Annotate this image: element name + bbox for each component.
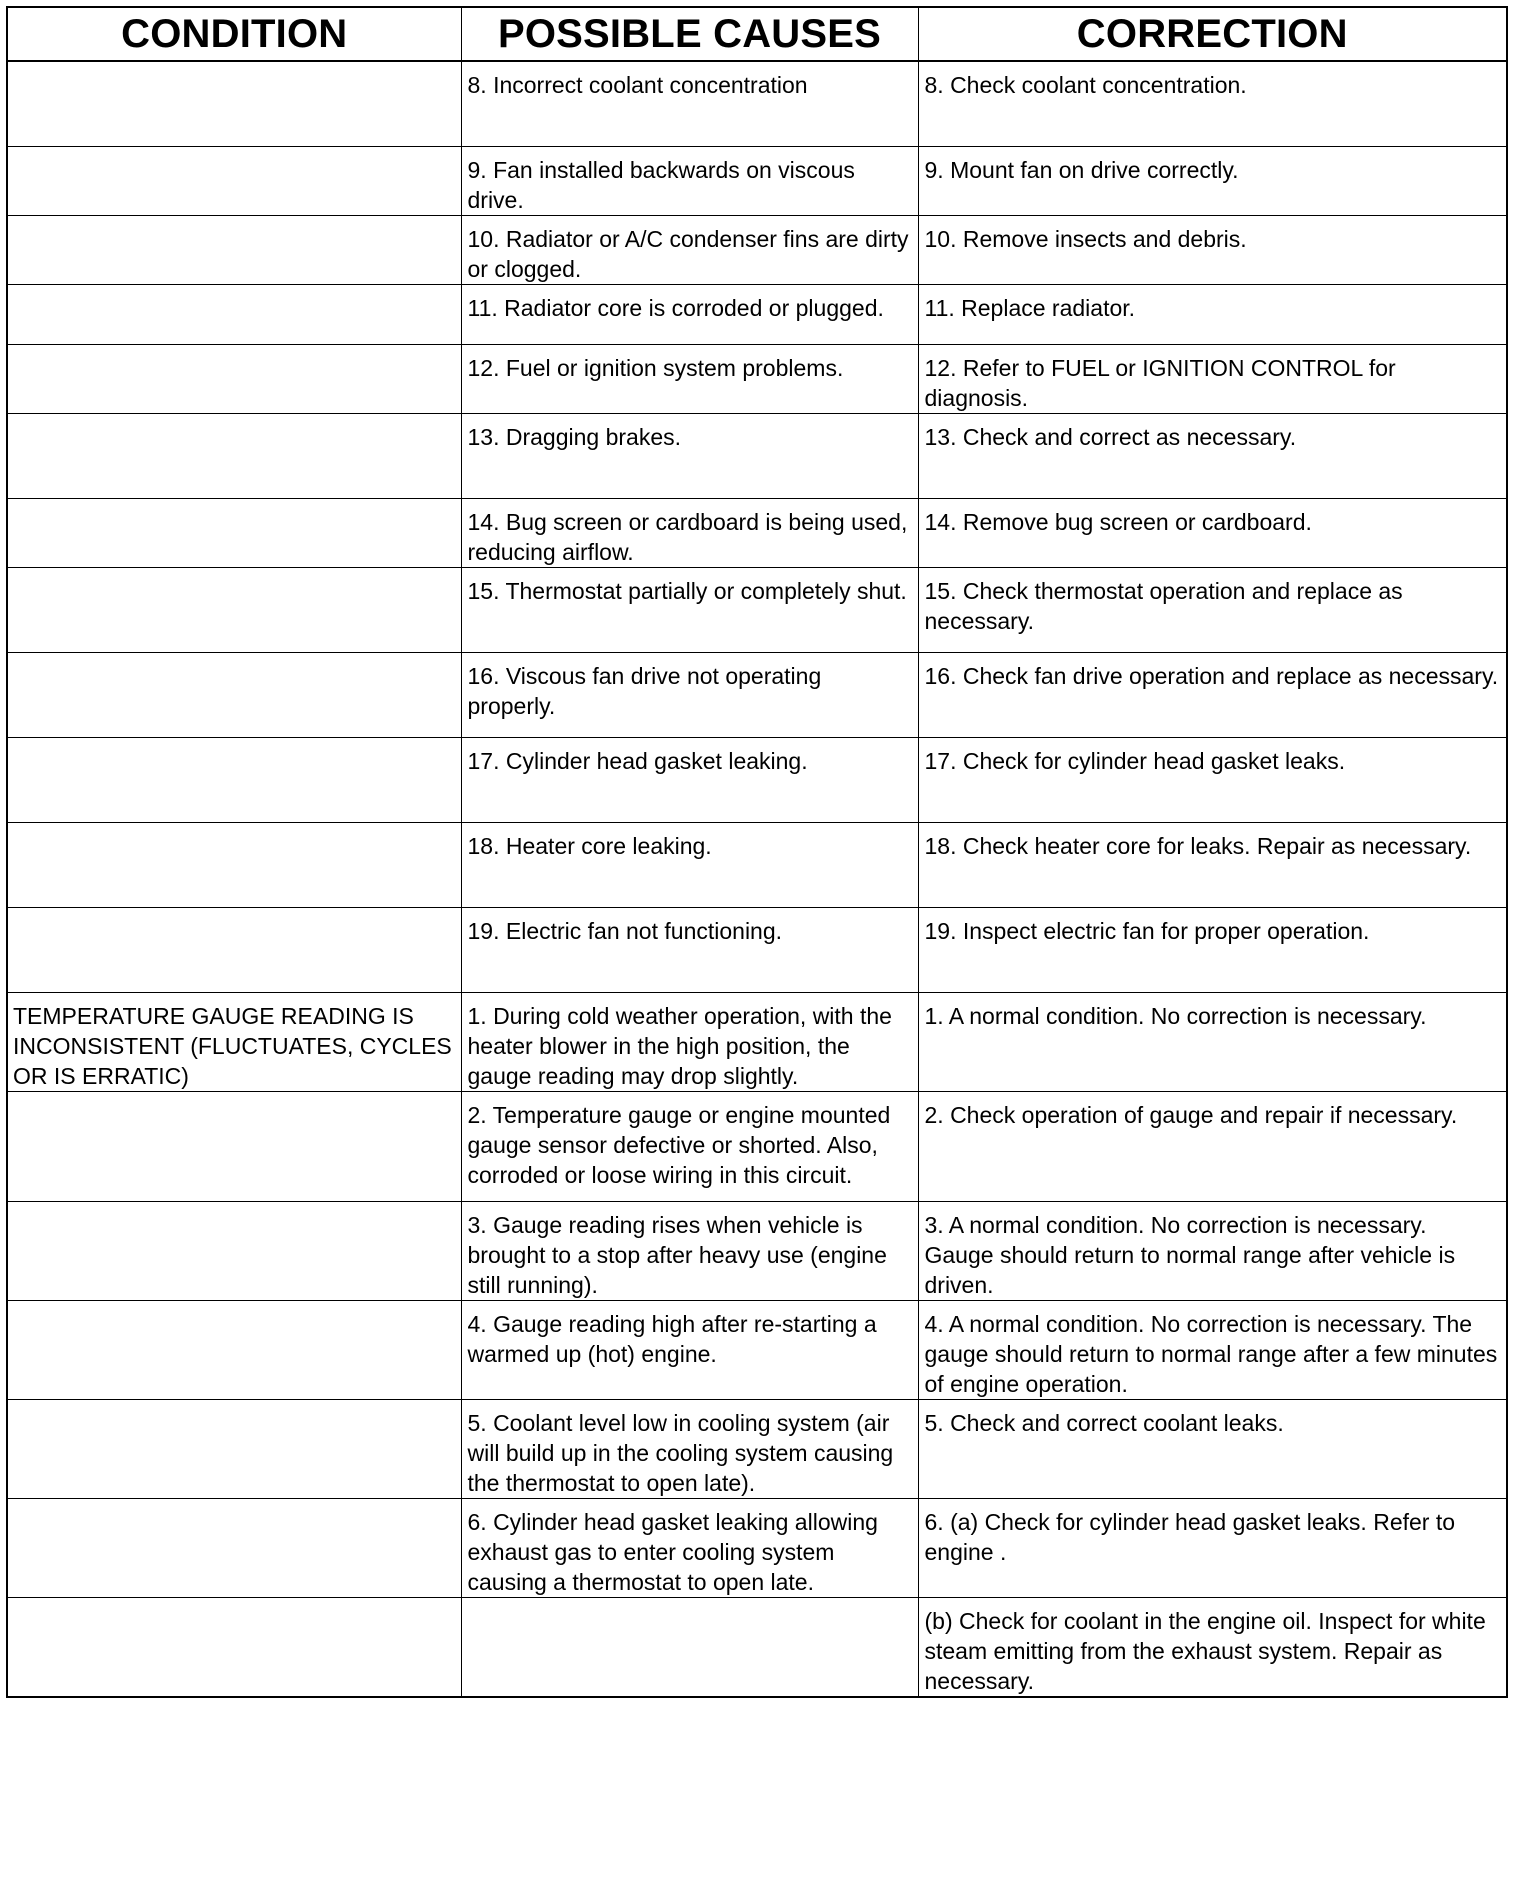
- diagnosis-table: [6, 6, 1508, 1698]
- table-row: [7, 1597, 1507, 1697]
- table-row: [7, 413, 1507, 498]
- cause-cell: 16. Viscous fan drive not operating properly.: [461, 652, 918, 737]
- cause-cell: 1. During cold weather operation, with the heater blower in the high position, the gauge reading may drop slightly.: [461, 992, 918, 1091]
- table-row: [7, 822, 1507, 907]
- table-row: [7, 1498, 1507, 1597]
- table-row: [7, 737, 1507, 822]
- table-row: [7, 1201, 1507, 1300]
- correction-cell: 6. (a) Check for cylinder head gasket leaks. Refer to engine .: [918, 1498, 1507, 1597]
- correction-cell: 16. Check fan drive operation and replace as necessary.: [918, 652, 1507, 737]
- correction-cell: 15. Check thermostat operation and replace as necessary.: [918, 567, 1507, 652]
- cause-cell: 15. Thermostat partially or completely shut.: [461, 567, 918, 652]
- correction-cell: 8. Check coolant concentration.: [918, 61, 1507, 146]
- correction-cell: 2. Check operation of gauge and repair if necessary.: [918, 1091, 1507, 1201]
- cause-cell: [461, 1597, 918, 1697]
- condition-cell: [7, 215, 461, 284]
- correction-cell: 19. Inspect electric fan for proper operation.: [918, 907, 1507, 992]
- correction-cell: (b) Check for coolant in the engine oil. Inspect for white steam emitting from the exhaust system. Repair as necessary.: [918, 1597, 1507, 1697]
- condition-cell: [7, 1201, 461, 1300]
- cause-cell: 12. Fuel or ignition system problems.: [461, 344, 918, 413]
- table-header: [7, 7, 1507, 61]
- table-row: [7, 215, 1507, 284]
- cause-cell: 10. Radiator or A/C condenser fins are dirty or clogged.: [461, 215, 918, 284]
- correction-cell: 1. A normal condition. No correction is necessary.: [918, 992, 1507, 1091]
- correction-cell: 3. A normal condition. No correction is necessary. Gauge should return to normal range after vehicle is driven.: [918, 1201, 1507, 1300]
- condition-cell: [7, 907, 461, 992]
- condition-cell: [7, 1091, 461, 1201]
- cause-cell: 8. Incorrect coolant concentration: [461, 61, 918, 146]
- table-row: [7, 992, 1507, 1091]
- cause-cell: 6. Cylinder head gasket leaking allowing exhaust gas to enter cooling system causing a thermostat to open late.: [461, 1498, 918, 1597]
- table-row: [7, 344, 1507, 413]
- table-row: [7, 146, 1507, 215]
- header-condition: CONDITION: [7, 7, 461, 61]
- condition-cell: [7, 146, 461, 215]
- cause-cell: 2. Temperature gauge or engine mounted gauge sensor defective or shorted. Also, corroded or loose wiring in this circuit.: [461, 1091, 918, 1201]
- cause-cell: 13. Dragging brakes.: [461, 413, 918, 498]
- cause-cell: 4. Gauge reading high after re-starting a warmed up (hot) engine.: [461, 1300, 918, 1399]
- condition-cell: [7, 344, 461, 413]
- table-row: [7, 1091, 1507, 1201]
- condition-cell: TEMPERATURE GAUGE READING IS INCONSISTENT (FLUCTUATES, CYCLES OR IS ERRATIC): [7, 992, 461, 1091]
- cause-cell: 17. Cylinder head gasket leaking.: [461, 737, 918, 822]
- correction-cell: 14. Remove bug screen or cardboard.: [918, 498, 1507, 567]
- correction-cell: 4. A normal condition. No correction is necessary. The gauge should return to normal range after a few minutes of engine operation.: [918, 1300, 1507, 1399]
- condition-cell: [7, 1300, 461, 1399]
- condition-cell: [7, 61, 461, 146]
- condition-cell: [7, 567, 461, 652]
- cause-cell: 3. Gauge reading rises when vehicle is brought to a stop after heavy use (engine still running).: [461, 1201, 918, 1300]
- table-body: [7, 61, 1507, 1697]
- condition-cell: [7, 498, 461, 567]
- correction-cell: 11. Replace radiator.: [918, 284, 1507, 344]
- condition-cell: [7, 1498, 461, 1597]
- correction-cell: 5. Check and correct coolant leaks.: [918, 1399, 1507, 1498]
- cause-cell: 9. Fan installed backwards on viscous drive.: [461, 146, 918, 215]
- condition-cell: [7, 737, 461, 822]
- correction-cell: 9. Mount fan on drive correctly.: [918, 146, 1507, 215]
- correction-cell: 12. Refer to FUEL or IGNITION CONTROL for diagnosis.: [918, 344, 1507, 413]
- condition-cell: [7, 1597, 461, 1697]
- condition-cell: [7, 413, 461, 498]
- table-row: [7, 1399, 1507, 1498]
- condition-cell: [7, 284, 461, 344]
- correction-cell: 13. Check and correct as necessary.: [918, 413, 1507, 498]
- cause-cell: 11. Radiator core is corroded or plugged.: [461, 284, 918, 344]
- table-row: [7, 567, 1507, 652]
- correction-cell: 17. Check for cylinder head gasket leaks.: [918, 737, 1507, 822]
- condition-cell: [7, 652, 461, 737]
- table-row: [7, 284, 1507, 344]
- table-row: [7, 498, 1507, 567]
- cause-cell: 5. Coolant level low in cooling system (air will build up in the cooling system causing the thermostat to open late).: [461, 1399, 918, 1498]
- header-possible-causes: POSSIBLE CAUSES: [461, 7, 918, 61]
- cause-cell: 18. Heater core leaking.: [461, 822, 918, 907]
- table-row: [7, 61, 1507, 146]
- correction-cell: 18. Check heater core for leaks. Repair as necessary.: [918, 822, 1507, 907]
- condition-cell: [7, 822, 461, 907]
- condition-cell: [7, 1399, 461, 1498]
- correction-cell: 10. Remove insects and debris.: [918, 215, 1507, 284]
- cause-cell: 19. Electric fan not functioning.: [461, 907, 918, 992]
- header-row: [7, 7, 1507, 61]
- table-row: [7, 1300, 1507, 1399]
- table-row: [7, 652, 1507, 737]
- header-correction: CORRECTION: [918, 7, 1507, 61]
- table-row: [7, 907, 1507, 992]
- cause-cell: 14. Bug screen or cardboard is being used, reducing airflow.: [461, 498, 918, 567]
